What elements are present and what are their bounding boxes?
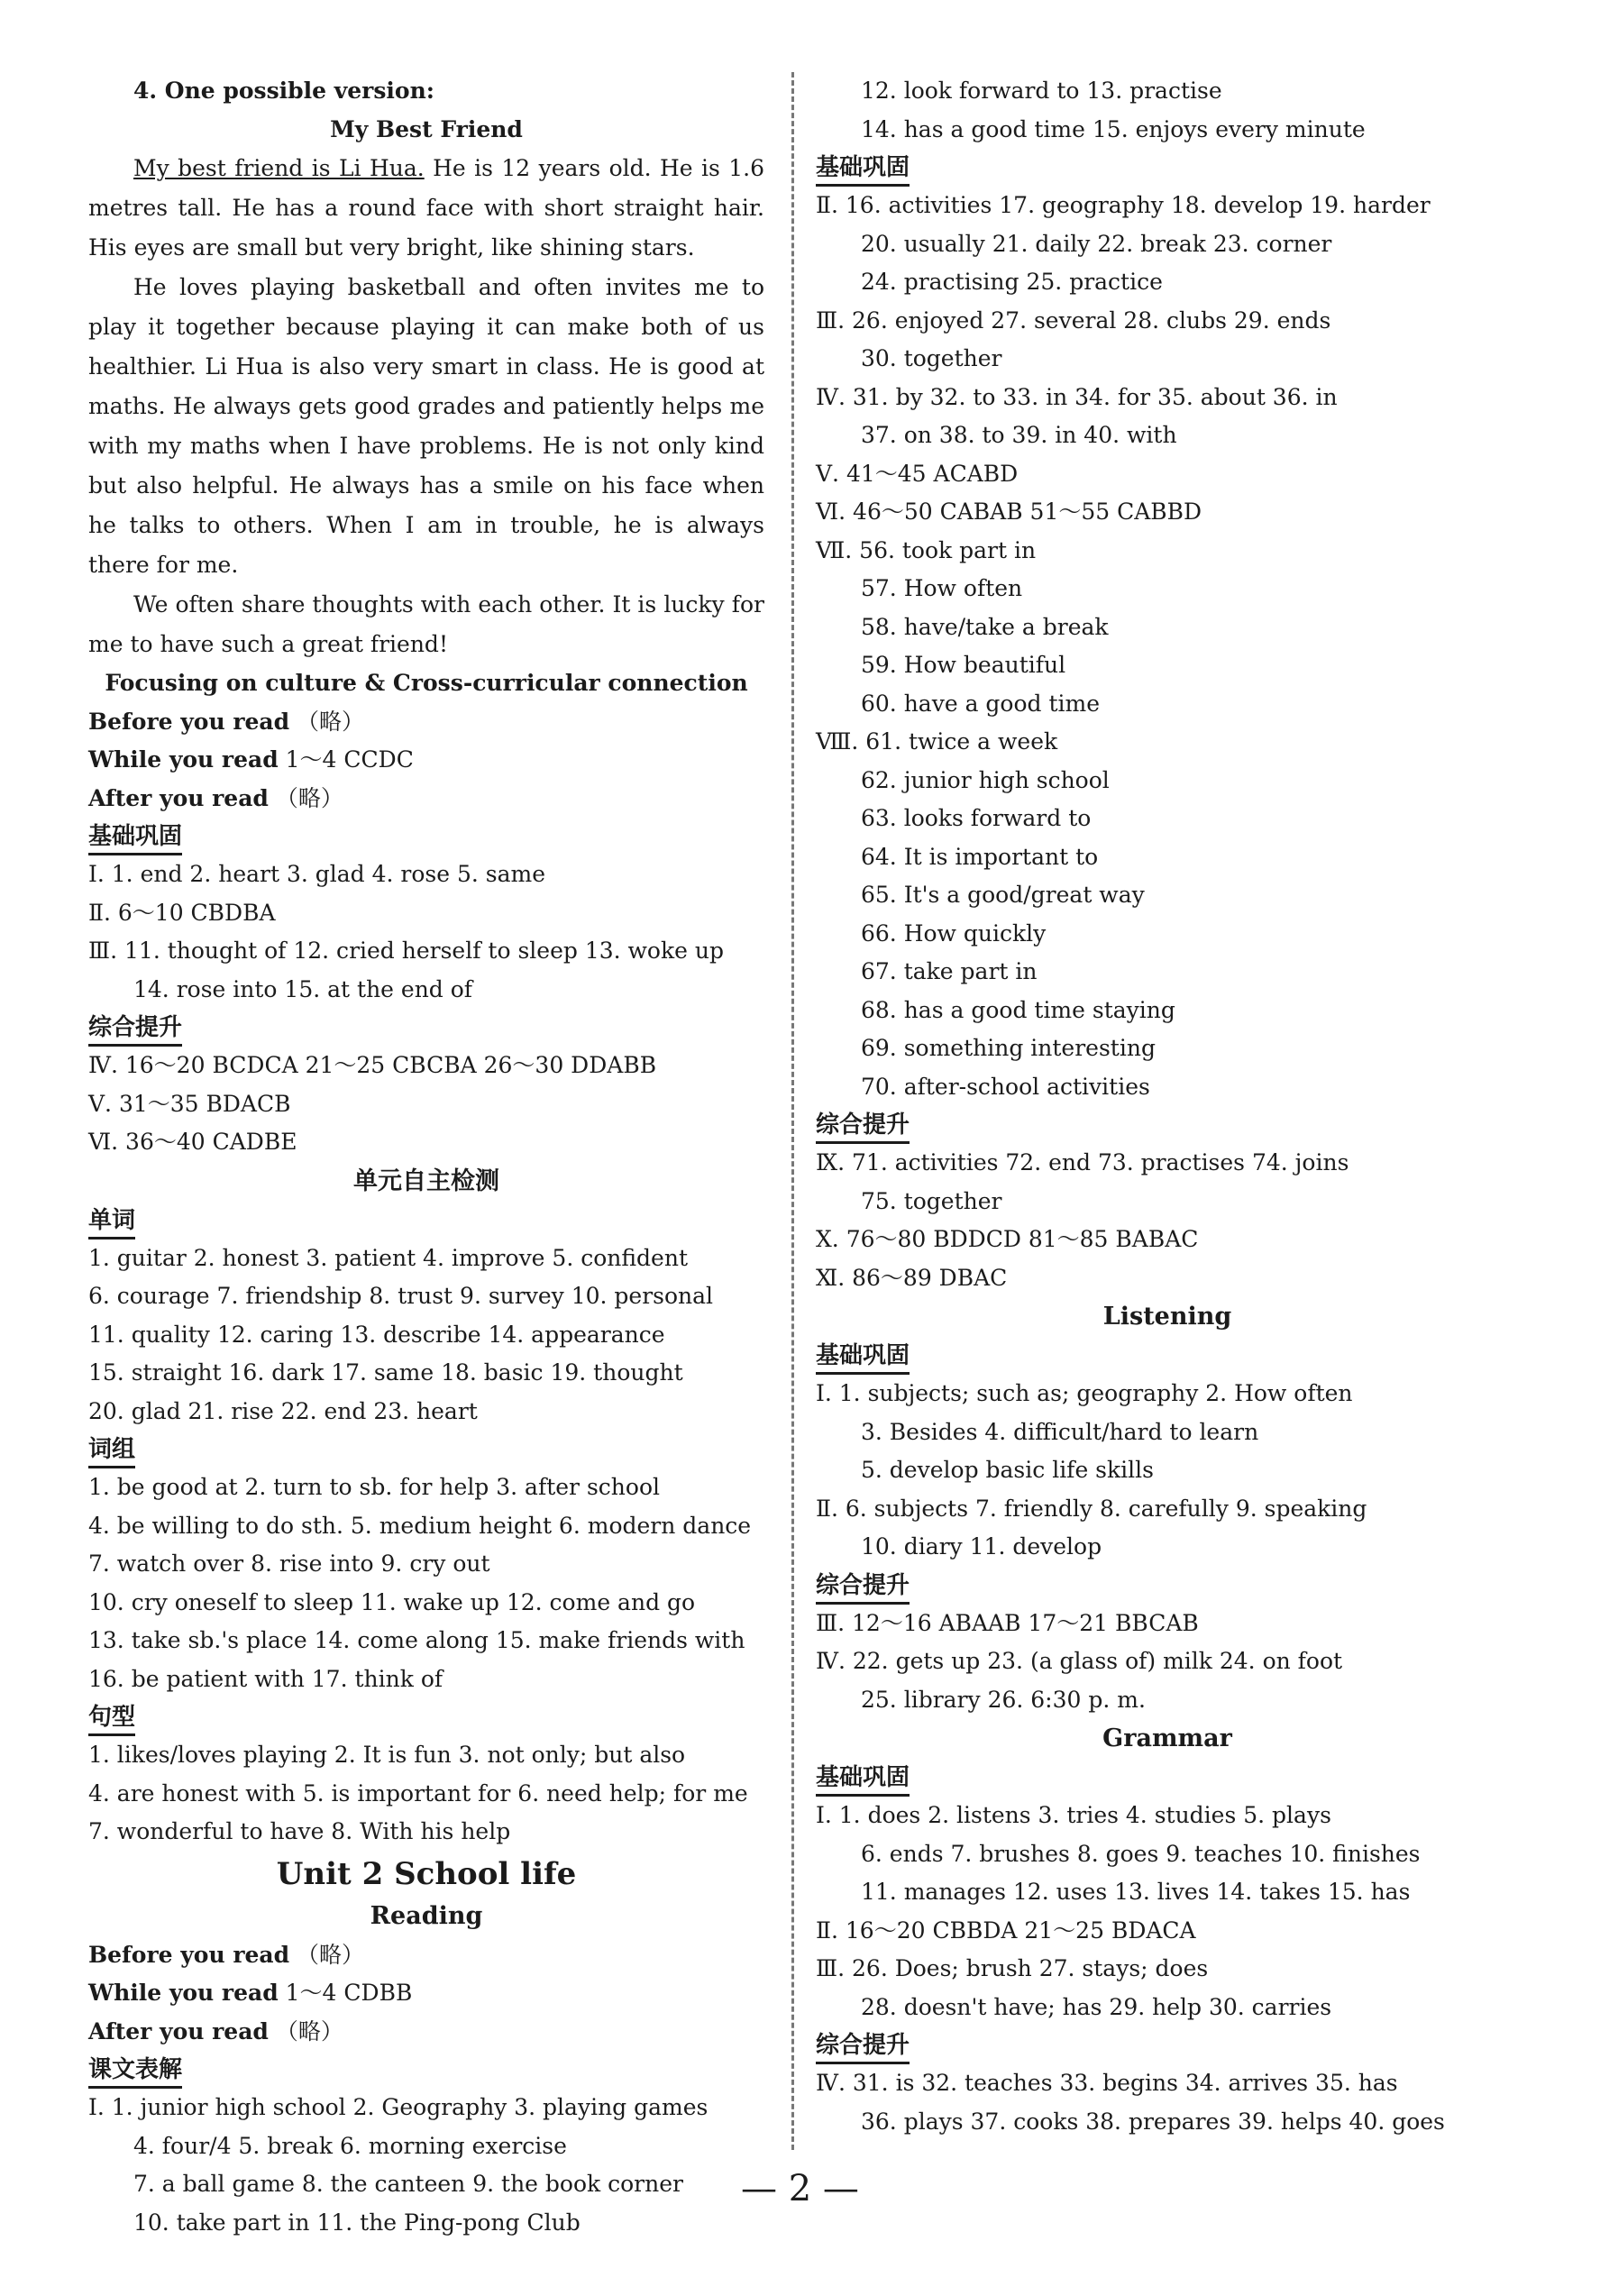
label: Before you read [88, 708, 290, 735]
answer-line: 20. glad 21. rise 22. end 23. heart [88, 1397, 478, 1424]
answer-line: 64. It is important to [861, 843, 1099, 870]
answer-line: 36. plays 37. cooks 38. prepares 39. helps 40. goes [861, 2108, 1445, 2135]
essay-title: My Best Friend [330, 115, 523, 142]
answer-line: Ⅳ. 31. is 32. teaches 33. begins 34. arrives 35. has [816, 2070, 1398, 2096]
label: After you read [88, 2017, 269, 2044]
juxing-label: 句型 [88, 1701, 135, 1736]
essay-intro: 4. One possible version: [133, 78, 435, 104]
essay-paragraph-3: We often share thoughts with each other. It is lucky for me to have such a great friend! [88, 591, 764, 657]
answer-line: 69. something interesting [861, 1035, 1156, 1061]
answer-line: 11. manages 12. uses 13. lives 14. takes 15. has [861, 1879, 1411, 1905]
answer-line: 7. a ball game 8. the canteen 9. the book corner [133, 2171, 683, 2197]
answer-line: Ⅵ. 46～50 CABAB 51～55 CABBD [816, 499, 1202, 525]
answer-line: 5. develop basic life skills [861, 1457, 1154, 1483]
answer-line: 25. library 26. 6:30 p. m. [861, 1686, 1146, 1713]
label: Before you read [88, 1941, 290, 1968]
value: 1～4 CDBB [285, 1980, 413, 2006]
answer-line: 7. wonderful to have 8. With his help [88, 1818, 511, 1844]
answer-line: Ⅶ. 56. took part in [816, 536, 1037, 563]
answer-line: 7. watch over 8. rise into 9. cry out [88, 1550, 490, 1577]
listening-title: Listening [1102, 1303, 1232, 1331]
label: While you read [88, 746, 279, 773]
jichu-label: 基础巩固 [816, 1761, 910, 1797]
reading-title: Reading [370, 1901, 483, 1930]
jichu-label: 基础巩固 [816, 1340, 910, 1375]
answer-line: 70. after-school activities [861, 1073, 1150, 1100]
listening-jichu-header [816, 1337, 1519, 1375]
cizu-header [88, 1431, 764, 1468]
jichu-header [816, 149, 1519, 187]
answer-line: Ⅳ. 31. by 32. to 33. in 34. for 35. about 36. in [816, 383, 1338, 410]
answer-line: 15. straight 16. dark 17. same 18. basic 19. thought [88, 1359, 683, 1386]
jichu-header [88, 818, 764, 855]
answer-line: 4. be willing to do sth. 5. medium height 6. modern dance [88, 1512, 752, 1539]
value: （略） [275, 2017, 343, 2044]
answer-line: 65. It's a good/great way [861, 882, 1145, 908]
zonghe-header [88, 1009, 764, 1047]
answer-line: 14. rose into 15. at the end of [133, 975, 473, 1002]
answer-line: 62. junior high school [861, 766, 1110, 793]
answer-line: 30. together [861, 345, 1002, 371]
grammar-jichu-answers [816, 1797, 1519, 2026]
answer-line: 60. have a good time [861, 690, 1101, 717]
answer-line: Ⅴ. 31～35 BDACB [88, 1090, 291, 1117]
answer-line: Ⅹ. 76～80 BDDCD 81～85 BABAC [816, 1226, 1199, 1252]
kewen-header [88, 2051, 764, 2089]
answer-line: 6. ends 7. brushes 8. goes 9. teaches 10. finishes [861, 1840, 1421, 1867]
value: （略） [275, 784, 343, 811]
grammar-zonghe-header [816, 2026, 1519, 2064]
answer-line: Ⅱ. 16～20 CBBDA 21～25 BDACA [816, 1916, 1196, 1944]
answer-line: 4. four/4 5. break 6. morning exercise [133, 2132, 567, 2159]
answer-line: 11. quality 12. caring 13. describe 14. appearance [88, 1321, 665, 1348]
jichu-label: 基础巩固 [88, 820, 182, 855]
essay-paragraph-1-rest: He is 12 years old. He is 1.6 metres tall. He has a round face with short straight hair. His eyes are small but very bright, like shining stars. [88, 155, 764, 261]
reading-before-you-read [88, 1936, 764, 1975]
answer-line: Ⅸ. 71. activities 72. end 73. practises 74. joins [816, 1149, 1349, 1175]
label: While you read [88, 1980, 279, 2006]
zonghe-header [816, 1106, 1519, 1144]
answer-line: Ⅷ. 61. twice a week [816, 728, 1058, 755]
essay-paragraph-1 [88, 149, 764, 268]
answer-line: Ⅵ. 36～40 CADBE [88, 1129, 297, 1155]
answer-line: Ⅱ. 16. activities 17. geography 18. develop 19. harder [816, 192, 1431, 218]
zonghe-label: 综合提升 [816, 1109, 910, 1144]
value: （略） [297, 708, 365, 735]
answer-line: 1. likes/loves playing 2. It is fun 3. not only; but also [88, 1742, 686, 1768]
value: （略） [297, 1941, 365, 1968]
column-divider [791, 72, 794, 2150]
answer-line: 10. take part in 11. the Ping-pong Club [133, 2209, 581, 2236]
answer-line: 6. courage 7. friendship 8. trust 9. survey 10. personal [88, 1283, 714, 1309]
jichu-answers [816, 187, 1519, 1106]
answer-line: 67. take part in [861, 958, 1038, 984]
left-column [88, 72, 764, 2242]
focus-while-you-read [88, 741, 764, 780]
danci-label: 单词 [88, 1204, 135, 1239]
answer-line: 10. diary 11. develop [861, 1533, 1102, 1560]
answer-line: Ⅱ. 6～10 CBDBA [88, 899, 276, 926]
answer-line: 10. cry oneself to sleep 11. wake up 12. come and go [88, 1588, 696, 1615]
zonghe-answers [816, 1144, 1519, 1297]
answer-line: 59. How beautiful [861, 652, 1066, 678]
label: After you read [88, 784, 269, 811]
focus-before-you-read [88, 703, 764, 742]
value: 1～4 CCDC [285, 746, 414, 773]
answer-line: Ⅰ. 1. junior high school 2. Geography 3. playing games [88, 2094, 709, 2120]
answer-line: Ⅰ. 1. subjects; such as; geography 2. How often [816, 1380, 1353, 1406]
listening-zonghe-header [816, 1567, 1519, 1605]
answer-line: Ⅰ. 1. does 2. listens 3. tries 4. studies 5. plays [816, 1802, 1331, 1828]
answer-line: 28. doesn't have; has 29. help 30. carries [861, 1993, 1332, 2020]
answer-line: 1. be good at 2. turn to sb. for help 3. after school [88, 1474, 660, 1500]
grammar-zonghe-answers [816, 2064, 1519, 2141]
answer-line: 66. How quickly [861, 919, 1047, 947]
answer-line: 1. guitar 2. honest 3. patient 4. improve 5. confident [88, 1244, 689, 1271]
answer-line: 3. Besides 4. difficult/hard to learn [861, 1418, 1259, 1445]
essay-underlined-sentence: My best friend is Li Hua. [133, 155, 425, 181]
essay-body [88, 149, 764, 664]
listening-zonghe-answers [816, 1605, 1519, 1720]
answer-line: 24. practising 25. practice [861, 269, 1163, 295]
answer-line: Ⅺ. 86～89 DBAC [816, 1264, 1008, 1291]
right-column [816, 72, 1519, 2141]
answer-line: Ⅴ. 41～45 ACABD [816, 460, 1019, 487]
zonghe-label: 综合提升 [88, 1011, 182, 1047]
answer-line: Ⅲ. 11. thought of 12. cried herself to sleep 13. woke up [88, 938, 724, 964]
zonghe-label: 综合提升 [816, 1569, 910, 1605]
answer-line: 75. together [861, 1187, 1002, 1214]
answer-line: 58. have/take a break [861, 613, 1109, 640]
unit-check-title: 单元自主检测 [353, 1166, 499, 1195]
focus-after-you-read [88, 780, 764, 819]
jichu-label: 基础巩固 [816, 151, 910, 187]
answer-line: Ⅲ. 26. Does; brush 27. stays; does [816, 1955, 1209, 1981]
answer-line: 12. look forward to 13. practise [861, 78, 1222, 104]
unit-2-title: Unit 2 School life [276, 1855, 577, 1892]
listening-jichu-answers [816, 1375, 1519, 1567]
reading-after-you-read [88, 2013, 764, 2052]
answer-line: 20. usually 21. daily 22. break 23. corner [861, 230, 1332, 257]
zonghe-label: 综合提升 [816, 2029, 910, 2064]
answer-line: Ⅳ. 22. gets up 23. (a glass of) milk 24. on foot [816, 1648, 1343, 1674]
answer-line: Ⅲ. 26. enjoyed 27. several 28. clubs 29. ends [816, 306, 1331, 334]
essay-paragraph-2: He loves playing basketball and often invites me to play it together because playing it can make both of us healthier. Li Hua is also very smart in class. He is good at maths. He always gets good grades and patiently helps me with my maths when I have problems. He is not only kind but also helpful. He always has a smile on his face when he talks to others. When I am in trouble, he is always there for me. [88, 274, 764, 578]
answer-line: 13. take sb.'s place 14. come along 15. make friends with [88, 1627, 745, 1653]
cizu-label: 词组 [88, 1433, 135, 1468]
answer-line: 63. looks forward to [861, 805, 1092, 831]
juxing-header [88, 1698, 764, 1736]
kewen-label: 课文表解 [88, 2054, 182, 2089]
answer-line: 68. has a good time staying [861, 996, 1175, 1023]
focus-section-title: Focusing on culture & Cross-curricular connection [105, 670, 748, 696]
answer-line: Ⅱ. 6. subjects 7. friendly 8. carefully 9. speaking [816, 1495, 1367, 1522]
page-number: — 2 — [741, 2168, 859, 2209]
answer-line: 14. has a good time 15. enjoys every minute [861, 115, 1366, 142]
grammar-jichu-header [816, 1759, 1519, 1797]
answer-line: 16. be patient with 17. think of [88, 1665, 443, 1692]
danci-header [88, 1202, 764, 1239]
answer-line: 57. How often [861, 575, 1023, 601]
reading-while-you-read [88, 1974, 764, 2013]
answer-line: 4. are honest with 5. is important for 6. need help; for me [88, 1779, 748, 1807]
answer-line: Ⅲ. 12～16 ABAAB 17～21 BBCAB [816, 1609, 1199, 1636]
answer-line: 37. on 38. to 39. in 40. with [861, 422, 1177, 448]
answer-line: Ⅰ. 1. end 2. heart 3. glad 4. rose 5. same [88, 861, 546, 887]
grammar-title: Grammar [1102, 1724, 1232, 1752]
answer-line: Ⅳ. 16～20 BCDCA 21～25 CBCBA 26～30 DDABB [88, 1052, 657, 1078]
